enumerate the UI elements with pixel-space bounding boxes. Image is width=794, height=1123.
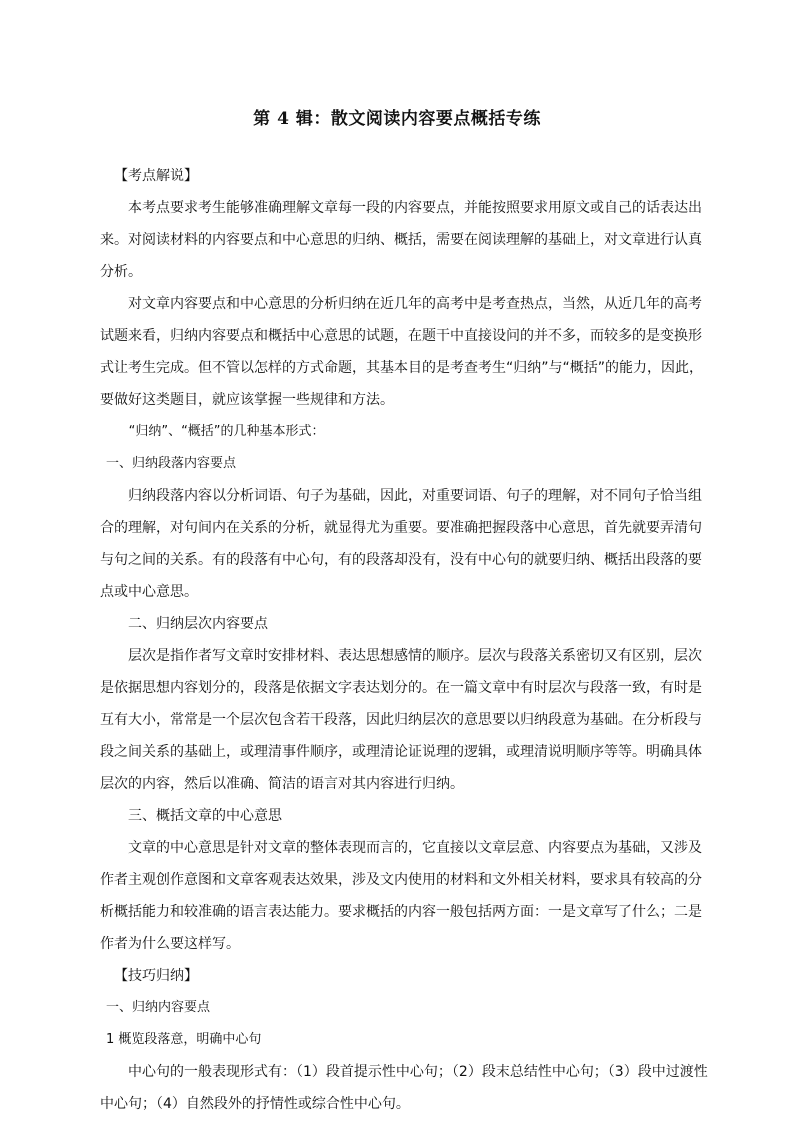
document-body xyxy=(100,160,710,1120)
paragraph-5: 层次是指作者写文章时安排材料、表达思想感情的顺序。层次与段落关系密切又有区别，层次是依据思想内容划分的，段落是依据文字表达划分的。在一篇文章中有时层次与段落一致，有时是互有大小，常常是一个层次包含若干段落，因此归纳层次的意思要以归纳段意为基础。在分析段与段之间关系的基础上，或理清事件顺序，或理清论证说理的逻辑，或理清说明顺序等等。明确具体层次的内容，然后以准确、简洁的语言对其内容进行归纳。 xyxy=(100,648,702,792)
paragraph-4: 归纳段落内容以分析词语、句子为基础，因此，对重要词语、句子的理解，对不同句子恰当组合的理解，对句间内在关系的分析，就显得尤为重要。要准确把握段落中心意思，首先就要弄清句与句之间的关系。有的段落有中心句，有的段落却没有，没有中心句的就要归纳、概括出段落的要点或中心意思。 xyxy=(100,488,702,600)
paragraph-forms: “归纳”、“概括”的几种基本形式： xyxy=(128,424,325,439)
section-heading-kaodian: 【考点解说】 xyxy=(114,168,198,184)
heading-three: 三、概括文章的中心意思 xyxy=(128,808,282,824)
subheading-1: 1 概览段落意，明确中心句 xyxy=(106,1032,262,1047)
section-heading-jiqiao: 【技巧归纳】 xyxy=(114,968,198,984)
paragraph-2: 对文章内容要点和中心意思的分析归纳在近几年的高考中是考查热点，当然，从近几年的高考试题来看，归纳内容要点和概括中心意思的试题，在题干中直接设问的并不多，而较多的是变换形式让考生完成。但不管以怎样的方式命题，其基本目的是考查考生“归纳”与“概括”的能力，因此，要做好这类题目，就应该掌握一些规律和方法。 xyxy=(100,296,704,408)
heading-one-b: 一、归纳内容要点 xyxy=(106,1000,211,1015)
paragraph-7: 中心句的一般表现形式有：（1）段首提示性中心句；（2）段末总结性中心句；（3）段中过渡性中心句；（4）自然段外的抒情性或综合性中心句。 xyxy=(100,1064,708,1112)
heading-two: 二、归纳层次内容要点 xyxy=(128,616,268,632)
paragraph-1: 本考点要求考生能够准确理解文章每一段的内容要点，并能按照要求用原文或自己的话表达出来。对阅读材料的内容要点和中心意思的归纳、概括，需要在阅读理解的基础上，对文章进行认真分析。 xyxy=(100,200,702,280)
document-title: 第 4 辑：散文阅读内容要点概括专练 xyxy=(253,109,541,129)
heading-one: 一、归纳段落内容要点 xyxy=(106,456,237,471)
paragraph-6: 文章的中心意思是针对文章的整体表现而言的，它直接以文章层意、内容要点为基础，又涉及作者主观创作意图和文章客观表达效果，涉及文内使用的材料和文外相关材料，要求具有较高的分析概括能力和较准确的语言表达能力。要求概括的内容一般包括两方面：一是文章写了什么；二是作者为什么要这样写。 xyxy=(100,840,702,952)
